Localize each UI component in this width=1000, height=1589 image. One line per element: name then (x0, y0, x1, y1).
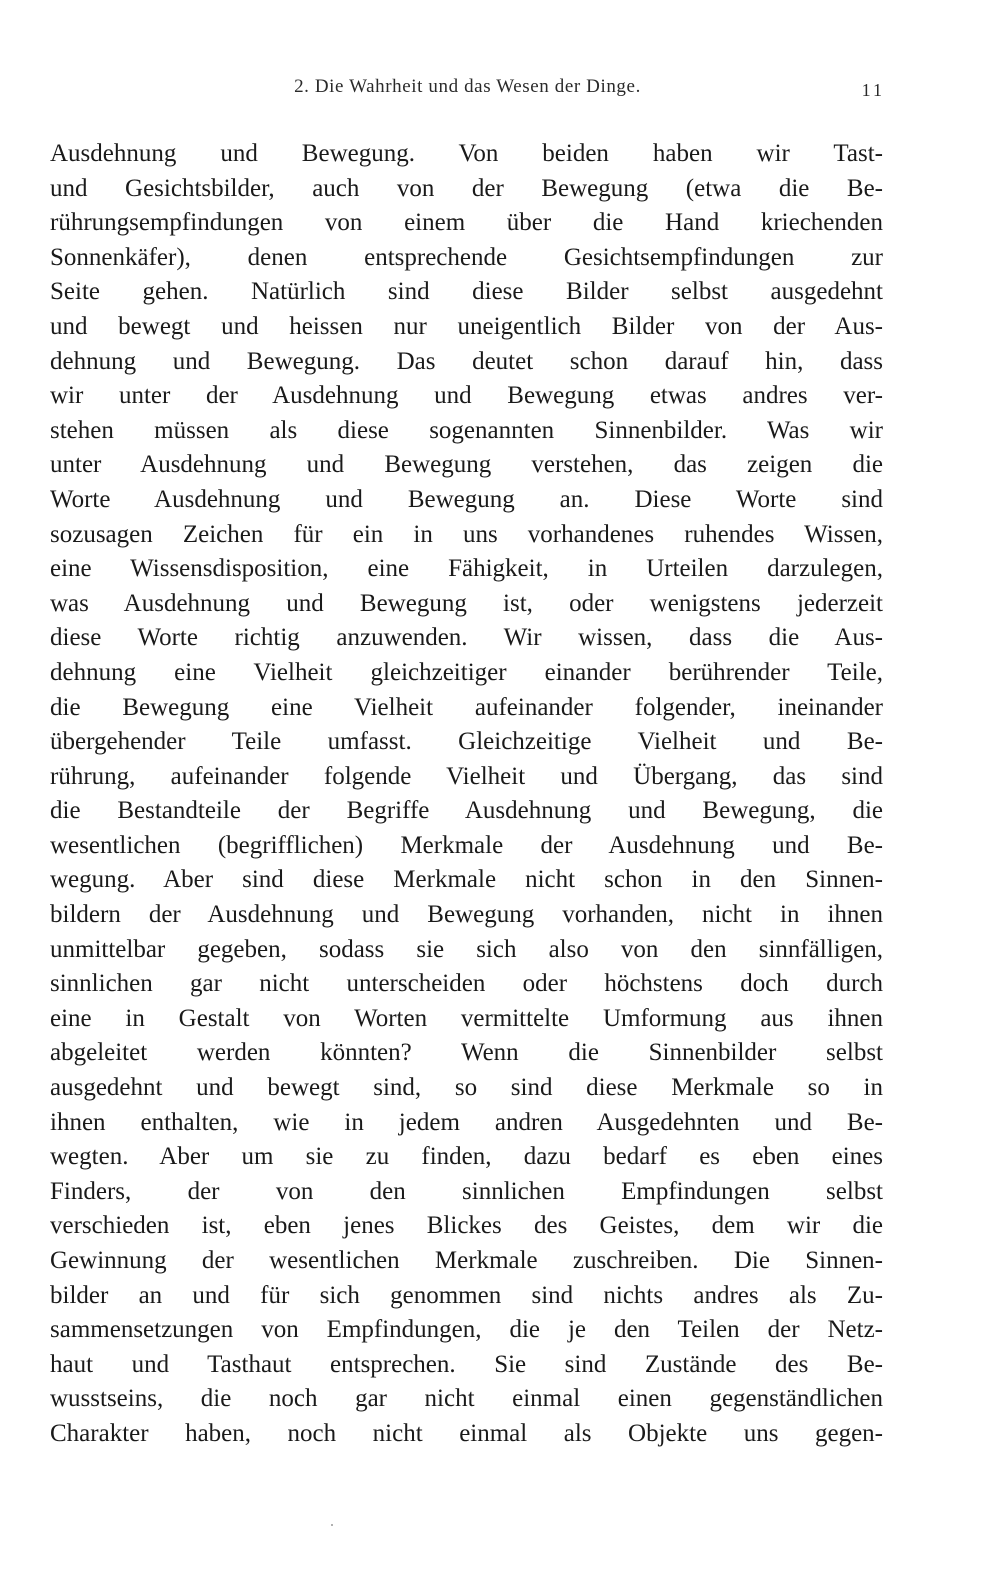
text-line: sozusagen Zeichen für ein in uns vorhandenes ruhendes Wissen, (50, 520, 883, 548)
text-line: Gewinnung der wesentlichen Merkmale zuschreiben. Die Sinnen- (50, 1247, 883, 1274)
running-title: 2. Die Wahrheit und das Wesen der Dinge. (294, 76, 641, 97)
text-line: eine in Gestalt von Worten vermittelte Umformung aus ihnen (50, 1004, 883, 1032)
text-line: wir unter der Ausdehnung und Bewegung etwas andres ver- (50, 382, 883, 410)
text-line: Worte Ausdehnung und Bewegung an. Diese Worte sind (50, 485, 883, 513)
text-line: rührungsempfindungen von einem über die Hand kriechenden (50, 209, 883, 237)
text-line: stehen müssen als diese sogenannten Sinnenbilder. Was wir (50, 416, 883, 444)
text-line: sinnlichen gar nicht unterscheiden oder höchstens doch durch (50, 970, 883, 998)
text-line: unter Ausdehnung und Bewegung verstehen, das zeigen die (50, 451, 883, 479)
text-line: verschieden ist, eben jenes Blickes des Geistes, dem wir die (50, 1212, 883, 1240)
text-line: rührung, aufeinander folgende Vielheit und Übergang, das sind (50, 762, 883, 790)
body-text (50, 137, 883, 1452)
text-line: übergehender Teile umfasst. Gleichzeitige Vielheit und Be- (50, 728, 883, 756)
scan-speck (331, 1524, 333, 1526)
text-line: Ausdehnung und Bewegung. Von beiden haben wir Tast- (50, 140, 883, 167)
text-line: unmittelbar gegeben, sodass sie sich also von den sinnfälligen, (50, 935, 883, 963)
text-line: die Bewegung eine Vielheit aufeinander folgender, ineinander (50, 693, 883, 721)
text-line: Seite gehen. Natürlich sind diese Bilder selbst ausgedehnt (50, 278, 883, 306)
text-line: haut und Tasthaut entsprechen. Sie sind Zustände des Be- (50, 1350, 883, 1378)
text-line: ihnen enthalten, wie in jedem andren Ausgedehnten und Be- (50, 1108, 883, 1136)
text-line: wegten. Aber um sie zu finden, dazu bedarf es eben eines (50, 1143, 883, 1171)
text-line: sammensetzungen von Empfindungen, die je den Teilen der Netz- (50, 1316, 883, 1344)
text-line: ausgedehnt und bewegt sind, so sind diese Merkmale so in (50, 1074, 883, 1102)
text-line: dehnung und Bewegung. Das deutet schon darauf hin, dass (50, 347, 883, 375)
text-line: bildern der Ausdehnung und Bewegung vorhanden, nicht in ihnen (50, 901, 883, 929)
text-line: abgeleitet werden könnten? Wenn die Sinnenbilder selbst (50, 1039, 883, 1067)
text-line: Sonnenkäfer), denen entsprechende Gesichtsempfindungen zur (50, 243, 883, 271)
page-number: 11 (861, 80, 885, 100)
text-line: was Ausdehnung und Bewegung ist, oder wenigstens jederzeit (50, 589, 883, 617)
text-line: die Bestandteile der Begriffe Ausdehnung und Bewegung, die (50, 797, 883, 825)
text-line: dehnung eine Vielheit gleichzeitiger einander berührender Teile, (50, 658, 883, 686)
text-line: diese Worte richtig anzuwenden. Wir wissen, dass die Aus- (50, 624, 883, 652)
text-line: wesentlichen (begrifflichen) Merkmale der Ausdehnung und Be- (50, 831, 883, 859)
text-line: Charakter haben, noch nicht einmal als Objekte uns gegen- (50, 1419, 883, 1447)
text-line: wusstseins, die noch gar nicht einmal einen gegenständlichen (50, 1385, 883, 1413)
text-line: bilder an und für sich genommen sind nichts andres als Zu- (50, 1281, 883, 1309)
text-line: Finders, der von den sinnlichen Empfindungen selbst (50, 1177, 883, 1205)
text-line: eine Wissensdisposition, eine Fähigkeit, in Urteilen darzulegen, (50, 555, 883, 583)
text-line: und bewegt und heissen nur uneigentlich Bilder von der Aus- (50, 312, 883, 340)
running-head (50, 76, 885, 104)
text-line: wegung. Aber sind diese Merkmale nicht schon in den Sinnen- (50, 866, 883, 894)
text-line: und Gesichtsbilder, auch von der Bewegung (etwa die Be- (50, 174, 883, 202)
